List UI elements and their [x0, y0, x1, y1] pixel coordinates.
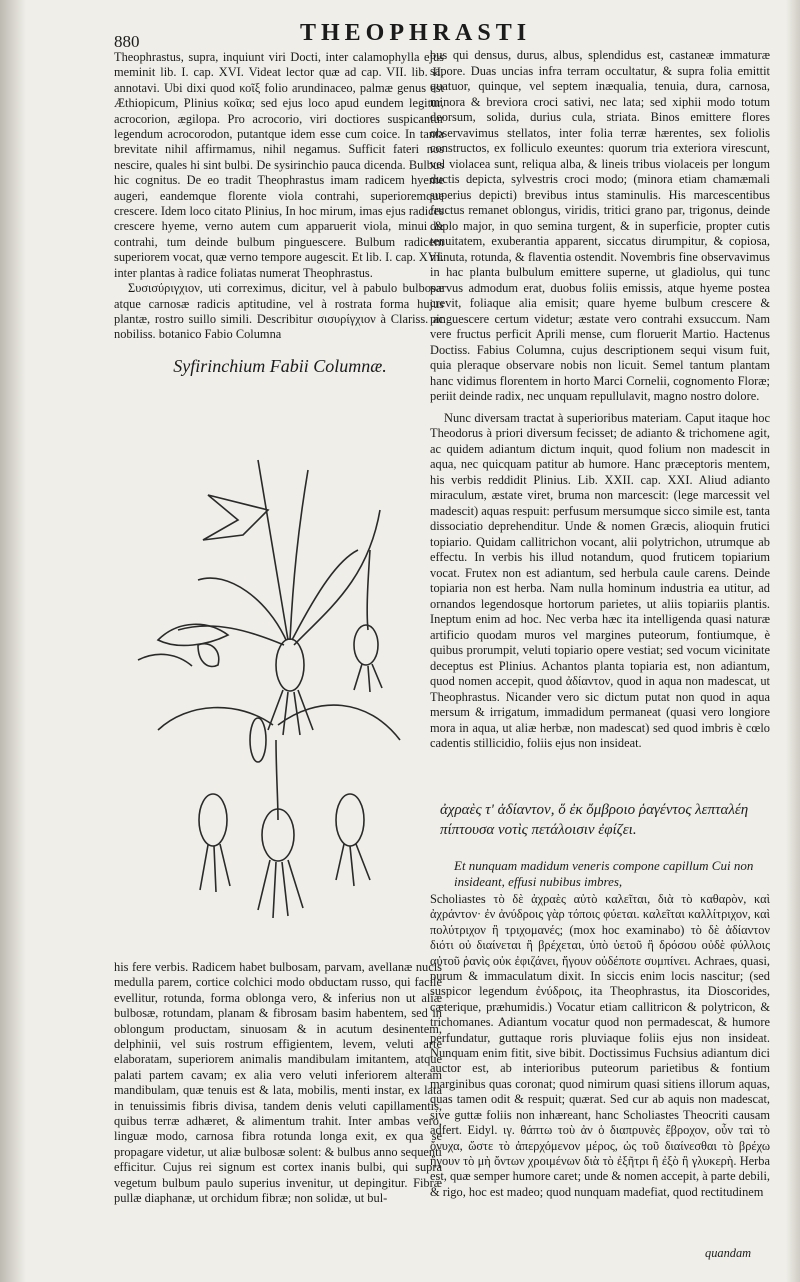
botanical-illustration: [118, 440, 418, 940]
page-number: 880: [114, 32, 140, 51]
greek-verse: ἀχραὲς τ' ἀδίαντον, ὅ ἐκ ὄμβροιο ῥαγέντος λεπταλέη πίπτουσα νοτὶς πετάλοισιν ἐφίζει.: [440, 802, 749, 838]
latin-verse: Et nunquam madidum veneris compone capillum Cui non insideant, effusi nubibus imbres,: [454, 858, 754, 889]
catchword: quandam: [705, 1246, 752, 1260]
paragraph-right-3: Scholiastes τὸ δὲ ἀχραὲς αὐτὸ καλεῖται, διὰ τὸ καθαρὸν, καὶ ἀχράντον· ἐν ἀνύδροις γὰρ τόποις φύεται. καλεῖται καλλίτριχον, καὶ πολύτριχον ἢ τριχομανές; (mox hoc examinabo) τὸ δὲ ἀδίαντον διότι οὐ διαίνεται ἢ βρέχεται, ὑπὸ ὑετοῦ ἢ δρόσου οὐδὲ φύλλοις αὐτοῦ ῥανὶς οὐκ ἐφιζάνει, ἤγουν οὐδέποτε συμπίνει. Achraes, quasi, purum & immaculatum dixit. In siccis enim locis nascitur; (sed suspicor legendum ἐνύδροις, ita Theophrastus, ita Dioscorides, cæterique, præhumidis.) Vocatur etiam callitricon & polytricon, & trichomanes. Adiantum vocatur quod non permadescat, & humore perfundatur, guttaque roris pluviaque foliis ejus non insideat. Nunquam enim fitit, sive bibit. Doctissimus Fuchsius adiantum dici auctor est, ab interioribus puteorum parietibus & fontium marginibus quas coronat; quod nimirum quasi sitiens illorum aquas, quas tamen odit & respuit; quærat. Sed cur ab aquis non madescat, sive guttæ foliis non inhæreant, hanc Scholiastes Theocriti causam adfert. Eidyl. ιγ. θάπτω τοὺ ἀν ὁ διαπρυνὲς ἔβροχον, οὗν ταὶ τὸ ὄνυχα, ὥστε τὸ ἀπερχόμενον μέρος, ὡς τοῦ διαίνεσθαι τὸ βρέχω ἤγουν τὸ μὴ ὄντων χροιμένων διὰ τὸ ἐξῆτρι ἢ ἐξὸ ἢ γλυκερὴ. Herba est, quæ semper humore caret; unde & nomen accepit, à parte debili, & rigo, hoc est madeo; quod nunquam madefiat, quod rectitudinem: [430, 892, 770, 1199]
figure-title: Syfirinchium Fabii Columnæ.: [173, 356, 387, 376]
paragraph-left-1: Theophrastus, supra, inquiunt viri Docti, inter calamophylla ejus meminit lib. I. cap. XVI. Videat lector quæ ad cap. VII. lib. II. annotavi. Ubi dixi quod κοῖξ folio arundinaceo, palmæ genus est Æthiopicum, Plinius κοῖκα; sed ejus loco apud eundem legitur, acrocorion, ægilopa. Pro acrocorio, viri doctiores suspicantur legendum acrocorodon, putantque idem esse cum coice. In tanta brevitate nihil affirmamus, nihil negamus. Sufficit fateri nos nescire, quales hi sint bulbi. De sysirinchio pauca dicenda. Bulbus hic cognitus. De eo tradit Theophrastus imam radicem hyeme augeri, eandemque florente viola contrahi, superioremque crescere. Idem loco citato Plinius, In hoc mirum, imas ejus radices crescere hyeme, verno autem cum apparuerit viola, minui & contrahi, tum deinde bulbum pinguescere. Bulbum radicem superiorem vocat, quæ verno tempore augescit. Et lib. I. cap. XVI. inter plantas à radice foliatas numerat Theophrastus.: [114, 50, 444, 280]
right-column-top: [430, 48, 770, 752]
left-column-top: [114, 50, 444, 343]
right-column-bottom: [430, 892, 770, 1200]
paragraph-right-1: bus qui densus, durus, albus, splendidus est, castaneæ immaturæ sapore. Duas uncias infra terram occultatur, & supra folia emittit quatuor, quinque, vel septem inæqualia, tenuia, dura, carnosa, minora & breviora croci sativi, nec lata; sed xiphii modo totum deorsum, solida, durius cula, striata. Binos emittere flores observavimus stellatos, inter folia terræ hærentes, sex foliolis constructos, ex folliculo exeuntes: quorum tria exteriora virescunt, vel violacea sunt, reliqua alba, & lineis tribus violaceis per longum ductis depicta, sylvestris croci modo; (minora etiam chamæmali superius depicti) brevibus intus staminulis. His marcescentibus fructus remanet oblongus, viridis, tritici grano par, trigonus, deinde duplo major, in quo semina turgent, & in superficie, propter cutis tenuitatem, exuberantia apparent, siccatus dirumpitur, & copiosa, minuta, rotunda, & flaventia ostendit. Novembris fine observavimus in hac planta bulbulum emittere superne, ut gladiolus, qui tunc parvus admodum erat, duobus foliis emissis, atque hyeme postea crevit, foliaque alia emisit; quare hyeme bulbum crescere & pinguescere certum videtur; æstate vero contrahi exsuccum. Nam vere fructus perficit Aprili mense, cum floruerit Martio. Hactenus Doctiss. Fabius Columna, cujus descriptionem sequi visum fuit, quia pleraque observare nobis non licuit. Semel tantum plantam hanc vidimus florentem in horto Marci Cornelii, cognomento Floræ; periit deinde radix, nec unquam repullulavit, magno nostro dolore.: [430, 48, 770, 403]
left-column-bottom: [114, 960, 442, 1207]
paragraph-left-3: his fere verbis. Radicem habet bulbosam, parvam, avellanæ nucis medulla parem, cortice colchici modo obductam russo, qui facile evellitur, rotunda, forma oblonga vero, & inferius non ut aliæ bulbosæ, rotundam, planam & fibrosam basim habentem, sed in oblongum productam, sinuosam & in acutum desinentem, delphinii, vel suis rostrum effigientem, levem, veluti arte elaboratam, superiorem animalis mandibulam imitantem, atque palati partem cavam; ex alia vero veluti inferiorem alteram mandibulam, quæ tenuis est & lata, mobilis, menti instar, ex lata in tenuissimis fibris divisa, tandem denis veluti capillamentis, quibus terræ adhæret, & alimentum trahit. Inter ambas vero, linguæ modo, carnosa fibra rotunda longa exit, ex qua se propagare videtur, ut aliæ bulbosæ solent: & bulbus anno sequenti efficitur. Cujus rei signum est cortex inanis bulbi, qui supra vegetum bulbum paulo superius invenitur, ut depingitur. Fibræ pullæ diaphanæ, ut orchidum fibræ; non solidæ, ut bul-: [114, 960, 442, 1206]
paragraph-left-2: Συσισύριγχιον, uti correximus, dicitur, vel à pabulo bulbosæ atque carnosæ radicis aptitudine, vel à rostrata forma hujus plantæ, rostro suillo simili. Describitur σισυρίγχιον à Clariss. ac nobiliss. botanico Fabio Columna: [114, 281, 444, 342]
paragraph-right-2: Nunc diversam tractat à superioribus materiam. Caput itaque hoc Theodorus à priori diversum fecisset; de adianto & trichomene agit, ac quidem adiantum dictum inquit, quod folium non madescit in aqua, nec quicquam patitur ab humore. Hanc præceptoris mentem, his verbis reddidit Plinius. Lib. XXII. cap. XXI. Aliud adianto miraculum, æstate viret, bruma non marcescit: (lege marcessit vel madescit) aquas respuit: perfusum mersumque sicco simile est, tanta dissociatio deprehenditur. Unde & nomen Græcis, alioquin frutici topiario. Quidam callitrichon vocant, alii polytrichon, utrumque ab effectu. In verbis his illud notandum, quod fruticem topiarium vocat. Frutex non est adiantum, sed herbula caule carens. Deinde topiaria non est herba. Nam nulla hominum industria ea utitur, ad ornandos legendosque hortorum parietes, ut aliis topiariis plantis. Ineptum enim ad hoc. Nec verba hæc ita intelligenda quasi naturæ artificio quodam muros vel margines puteorum, fontiumque, è quibus prorumpit, veluti topiario opere vestiat; sed vocum vicinitate deceptus est Plinius. Achantos planta topiaria est, non adiantum, quod nomen accepit, quod ἀδίαντον, quod in aqua non madescat, ut Theophrastus. Nicander vero sic dictum putat non quod in aqua mersum & irrigatum, immadidum permaneat (quasi vero longiore mora in aqua, ut aliæ herbæ, non madescat) sed quod imbris è cœlo cadentis stillicidio, foliis ejus non insideat.: [430, 410, 770, 750]
running-title: THEOPHRASTI: [300, 20, 532, 46]
plant-drawing: [118, 440, 418, 940]
